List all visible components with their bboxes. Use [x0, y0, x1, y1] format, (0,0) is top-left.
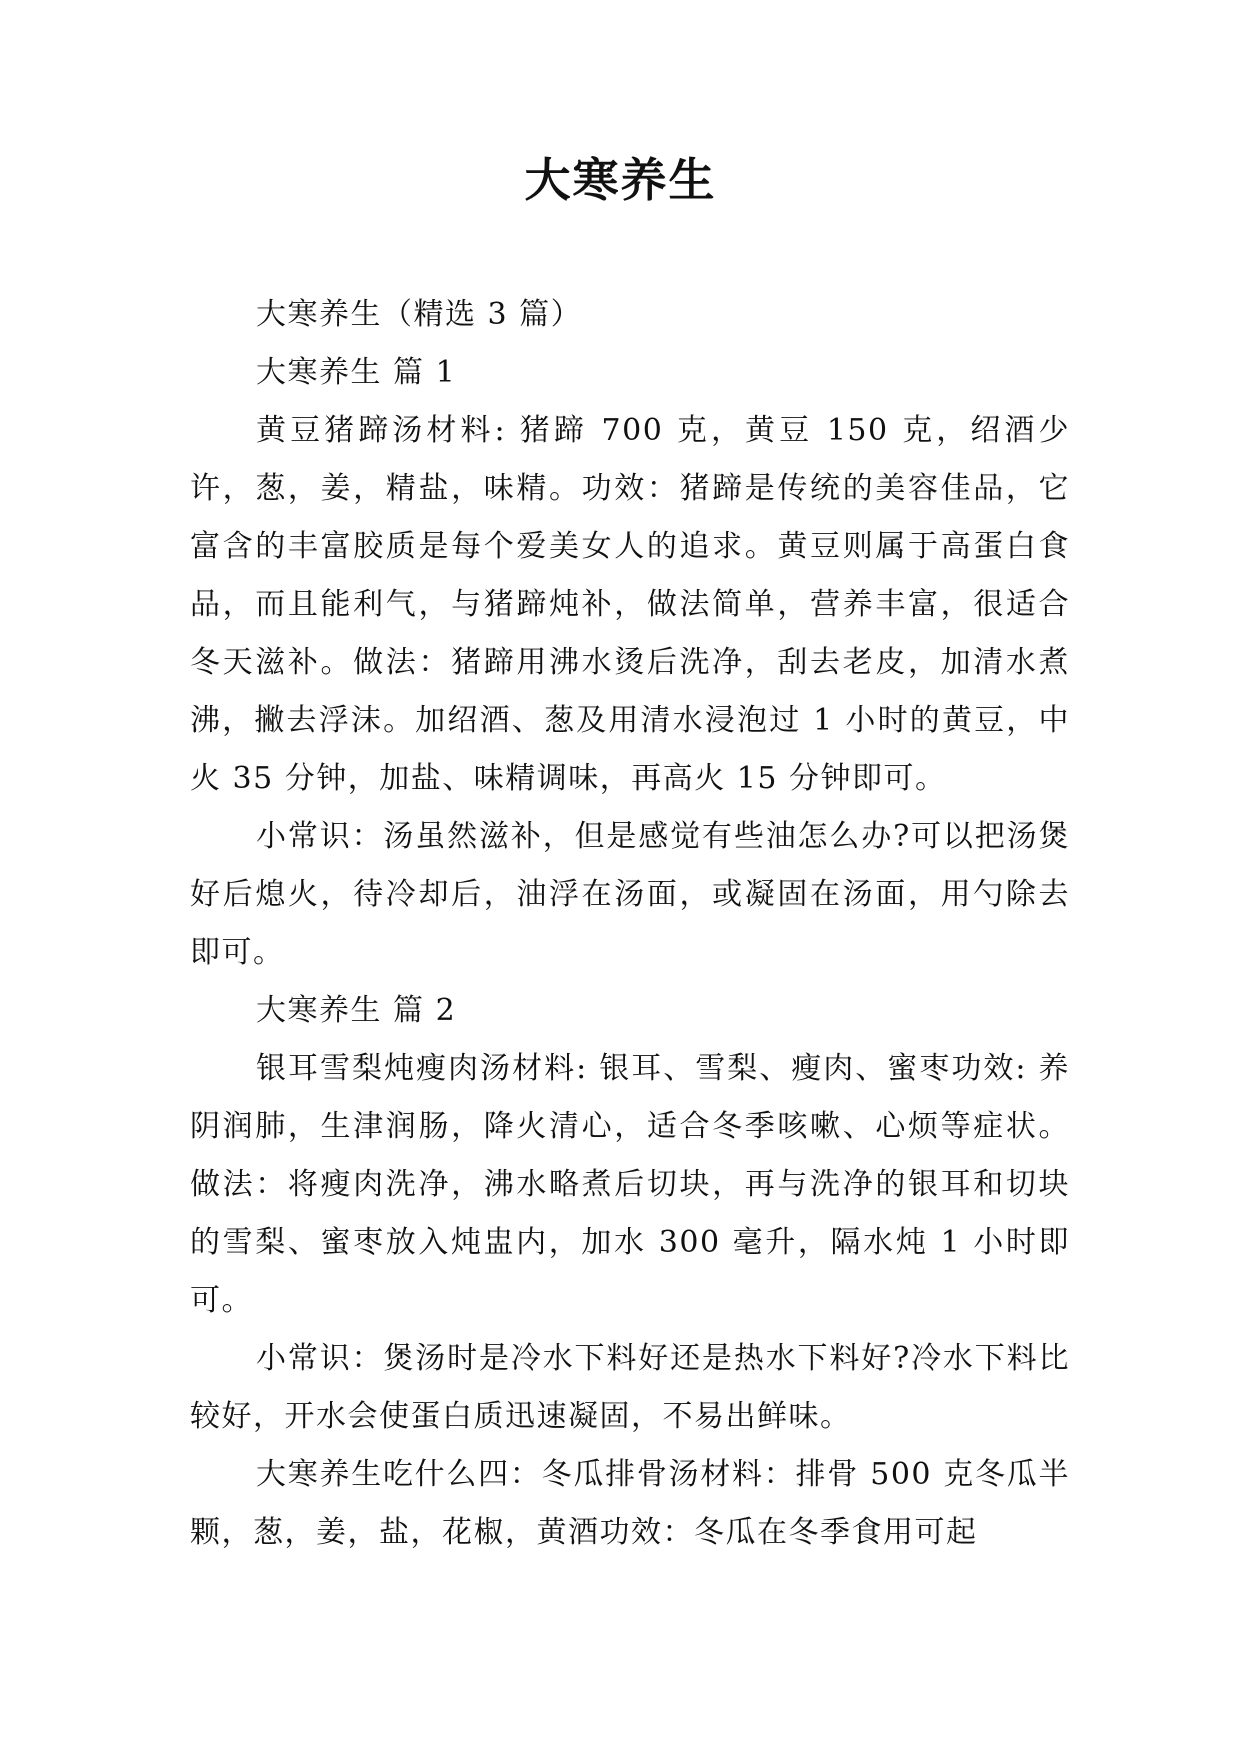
tip-paragraph-2: 小常识：煲汤时是冷水下料好还是热水下料好?冷水下料比较好，开水会使蛋白质迅速凝固，不易出鲜味。: [190, 1341, 1070, 1434]
document-body: [190, 286, 1070, 1562]
tip-paragraph-1: 小常识：汤虽然滋补，但是感觉有些油怎么办?可以把汤煲好后熄火，待冷却后，油浮在汤面，或凝固在汤面，用勺除去即可。: [190, 819, 1070, 970]
recipe-paragraph-soybean-pork-trotter: 黄豆猪蹄汤材料: 猪蹄 700 克，黄豆 150 克，绍酒少许，葱，姜，精盐，味精。功效：猪蹄是传统的美容佳品，它富含的丰富胶质是每个爱美女人的追求。黄豆则属于高蛋白食品，而且能利气，与猪蹄炖补，做法简单，营养丰富，很适合冬天滋补。做法：猪蹄用沸水烫后洗净，刮去老皮，加清水煮沸，撇去浮沫。加绍酒、葱及用清水浸泡过 1 小时的黄豆，中火 35 分钟，加盐、味精调味，再高火 15 分钟即可。: [190, 413, 1070, 796]
recipe-paragraph-winter-melon-ribs: 大寒养生吃什么四：冬瓜排骨汤材料：排骨 500 克冬瓜半颗，葱，姜，盐，花椒，黄酒功效：冬瓜在冬季食用可起: [190, 1457, 1070, 1550]
document-title: 大寒养生: [524, 153, 717, 207]
section-heading-2: 大寒养生 篇 2: [256, 993, 457, 1028]
collection-heading: 大寒养生（精选 3 篇）: [256, 297, 583, 332]
recipe-paragraph-tremella-pear: 银耳雪梨炖瘦肉汤材料: 银耳、雪梨、瘦肉、蜜枣功效: 养阴润肺，生津润肠，降火清心，适合冬季咳嗽、心烦等症状。做法：将瘦肉洗净，沸水略煮后切块，再与洗净的银耳和切块的雪梨、蜜枣放入炖盅内，加水 300 毫升，隔水炖 1 小时即可。: [190, 1051, 1070, 1318]
section-heading-1: 大寒养生 篇 1: [256, 355, 457, 390]
